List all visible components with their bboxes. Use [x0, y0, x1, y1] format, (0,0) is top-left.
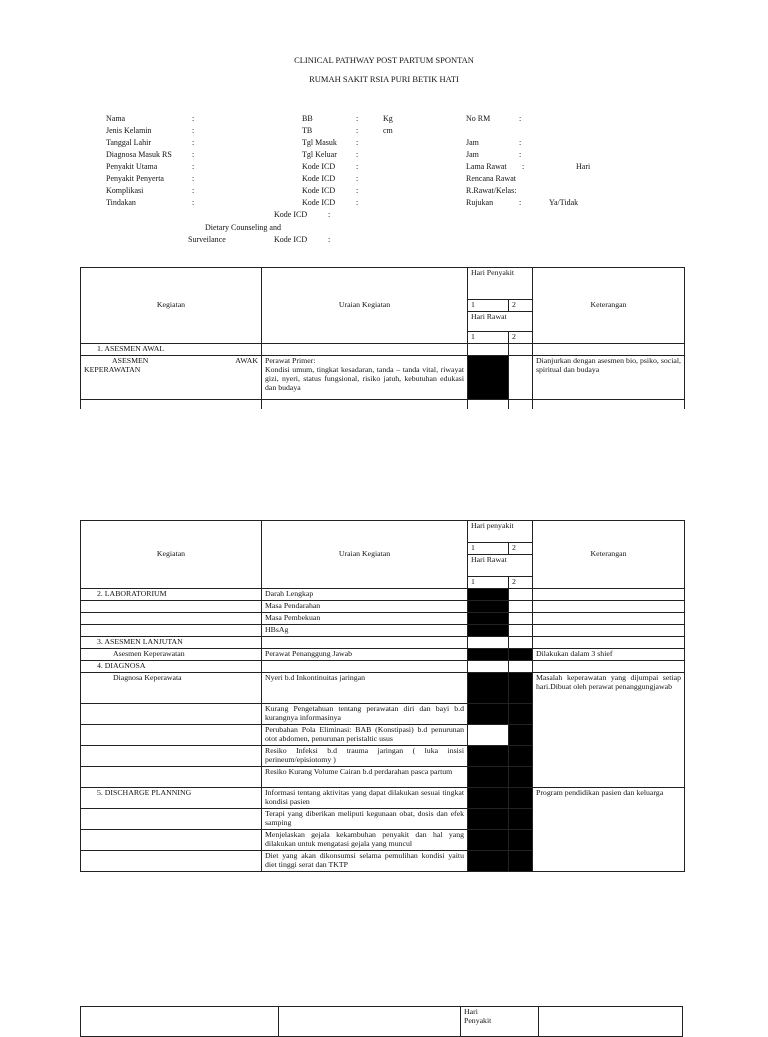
info-label: Tgl Keluar: [302, 150, 337, 159]
section-asesmen-lanjutan: 3. ASESMEN LANJUTAN: [81, 636, 262, 648]
info-label: Tgl Masuk: [302, 138, 337, 147]
diagnosa-item: Perubahan Pola Eliminasi: BAB (Konstipasi) b.d penurunan otot abdomen, penurunan peristaltic usus: [262, 724, 468, 745]
uraian-ppj: Perawat Penanggung Jawab: [262, 648, 468, 660]
unit-kg: Kg: [383, 114, 393, 123]
lama-rawat-hari: Hari: [576, 162, 591, 171]
lab-item: Masa Pendarahan: [262, 600, 468, 612]
discharge-item: Menjelaskan gejala kekambuhan penyakit dan hal yang dilakukan untuk mengatasi gejala yang muncul: [262, 829, 468, 850]
info-colon: :: [356, 138, 359, 147]
info-colon: :: [356, 198, 359, 207]
info-label: Kode ICD: [302, 174, 336, 183]
info-colon: :: [522, 162, 525, 171]
header-kegiatan: Kegiatan: [81, 521, 262, 589]
section-asesmen-awal: 1. ASESMEN AWAL: [81, 343, 262, 355]
pathway-table-3: [80, 1006, 683, 1037]
diagnosa-item: Resiko Infeksi b.d trauma jaringan ( luka insisi perineum/episiotomy ): [262, 745, 468, 766]
day-2: 2: [509, 300, 533, 312]
info-colon: :: [356, 114, 359, 123]
rujukan-ya-tidak: Ya/Tidak: [549, 198, 579, 207]
info-colon: :: [356, 186, 359, 195]
discharge-item: Terapi yang diberikan meliputi kegunaan obat, dosis dan efek samping: [262, 808, 468, 829]
info-colon: :: [192, 138, 195, 147]
unit-cm: cm: [383, 126, 393, 135]
header-hari-rawat: Hari Rawat: [468, 311, 533, 331]
info-colon: :: [328, 210, 331, 219]
info-colon: :: [328, 235, 331, 244]
info-colon: :: [519, 114, 522, 123]
uraian-perawat-primer: Perawat Primer: Kondisi umum, tingkat kesadaran, tanda – tanda vital, riwayat gizi, nyeri, status fungsional, risiko jatuh, kebutuhan edukasi dan budaya: [262, 355, 468, 399]
info-colon: :: [192, 126, 195, 135]
diagnosa-item: Resiko Kurang Volume Cairan b.d perdarahan pasca partum: [262, 766, 468, 787]
info-colon: :: [519, 138, 522, 147]
page-title: CLINICAL PATHWAY POST PARTUM SPONTAN: [294, 55, 474, 65]
dietary-counseling: Dietary Counseling and: [205, 223, 281, 232]
info-label: Rencana Rawat: [466, 174, 516, 183]
lab-item: HBsAg: [262, 624, 468, 636]
info-label: R.Rawat/Kelas:: [466, 186, 517, 195]
section-discharge-planning: 5. DISCHARGE PLANNING: [81, 787, 262, 808]
keterangan-shift: Dilakukan dalam 3 shief: [533, 648, 685, 660]
surveilance: Surveilance: [188, 235, 226, 244]
section-laboratorium: 2. LABORATORIUM: [81, 588, 262, 600]
info-label: Penyakit Utama: [106, 162, 158, 171]
hospital-name: RUMAH SAKIT RSIA PURI BETIK HATI: [309, 74, 459, 84]
day-1: 1: [468, 576, 509, 588]
info-label: Kode ICD: [302, 186, 336, 195]
info-label: Diagnosa Masuk RS: [106, 150, 172, 159]
discharge-item: Informasi tentang aktivitas yang dapat dilakukan sesuai tingkat kondisi pasien: [262, 787, 468, 808]
pathway-table-1: [80, 267, 685, 409]
header-hari-penyakit-3: Hari Penyakit: [461, 1007, 539, 1037]
keterangan-diagnosa: Masalah keperawatan yang dijumpai setiap hari.Dibuat oleh perawat penanggungjawab: [533, 672, 685, 787]
info-colon: :: [356, 174, 359, 183]
day-2: 2: [509, 331, 533, 343]
info-label: BB: [302, 114, 313, 123]
info-colon: :: [356, 150, 359, 159]
info-label: Komplikasi: [106, 186, 144, 195]
info-colon: :: [192, 162, 195, 171]
info-label: Jenis Kelamin: [106, 126, 152, 135]
diagnosa-item: Kurang Pengetahuan tentang perawatan diri dan bayi b.d kurangnya informasinya: [262, 703, 468, 724]
info-label: Lama Rawat: [466, 162, 507, 171]
info-colon: :: [356, 126, 359, 135]
kode-icd: Kode ICD: [274, 210, 308, 219]
info-label: No RM: [466, 114, 491, 123]
header-keterangan: Keterangan: [533, 268, 685, 344]
info-colon: :: [192, 150, 195, 159]
keterangan-asesmen: Dianjurkan dengan asesmen bio, psiko, social, spiritual dan budaya: [533, 355, 685, 399]
info-label: TB: [302, 126, 313, 135]
info-label: Tindakan: [106, 198, 136, 207]
discharge-item: Diet yang akan dikonsumsi selama pemulihan kondisi yaitu diet tinggi serat dan TKTP: [262, 850, 468, 871]
info-colon: :: [192, 174, 195, 183]
lab-item: Darah Lengkap: [262, 588, 468, 600]
header-kegiatan: Kegiatan: [81, 268, 262, 344]
info-label: Tanggal Lahir: [106, 138, 151, 147]
diagnosa-item: Nyeri b.d Inkontinuitas jaringan: [262, 672, 468, 703]
day-1: 1: [468, 543, 509, 555]
info-colon: :: [519, 198, 522, 207]
kode-icd: Kode ICD: [274, 235, 308, 244]
info-colon: :: [192, 198, 195, 207]
header-uraian: Uraian Kegiatan: [262, 521, 468, 589]
day-2: 2: [509, 543, 533, 555]
pathway-table-2: [80, 520, 685, 872]
diagnosa-keperawatan: Diagnosa Keperawata: [81, 672, 262, 703]
filled-cell: [468, 355, 509, 399]
lab-item: Masa Pembekuan: [262, 612, 468, 624]
info-label: Kode ICD: [302, 162, 336, 171]
day-1: 1: [468, 331, 509, 343]
day-2: 2: [509, 576, 533, 588]
info-label: Rujukan: [466, 198, 494, 207]
section-diagnosa: 4. DIAGNOSA: [81, 660, 262, 672]
info-label: Jam: [466, 138, 479, 147]
header-hari-penyakit: Hari penyakit: [468, 521, 533, 543]
keterangan-discharge: Program pendidikan pasien dan keluarga: [533, 787, 685, 871]
header-keterangan: Keterangan: [533, 521, 685, 589]
info-colon: :: [356, 162, 359, 171]
header-hari-penyakit: Hari Penyakit: [468, 268, 533, 300]
asesmen-keperawatan: Asesmen Keperawatan: [81, 648, 262, 660]
info-label: Nama: [106, 114, 126, 123]
header-hari-rawat: Hari Rawat: [468, 554, 533, 576]
info-label: Jam: [466, 150, 479, 159]
info-colon: :: [519, 150, 522, 159]
header-uraian: Uraian Kegiatan: [262, 268, 468, 344]
info-label: Penyakit Penyerta: [106, 174, 164, 183]
info-colon: :: [192, 186, 195, 195]
info-label: Kode ICD: [302, 198, 336, 207]
kegiatan-asesmen-keperawatan: ASESMEN AWAK KEPERAWATAN: [81, 355, 262, 399]
info-colon: :: [192, 114, 195, 123]
day-1: 1: [468, 300, 509, 312]
